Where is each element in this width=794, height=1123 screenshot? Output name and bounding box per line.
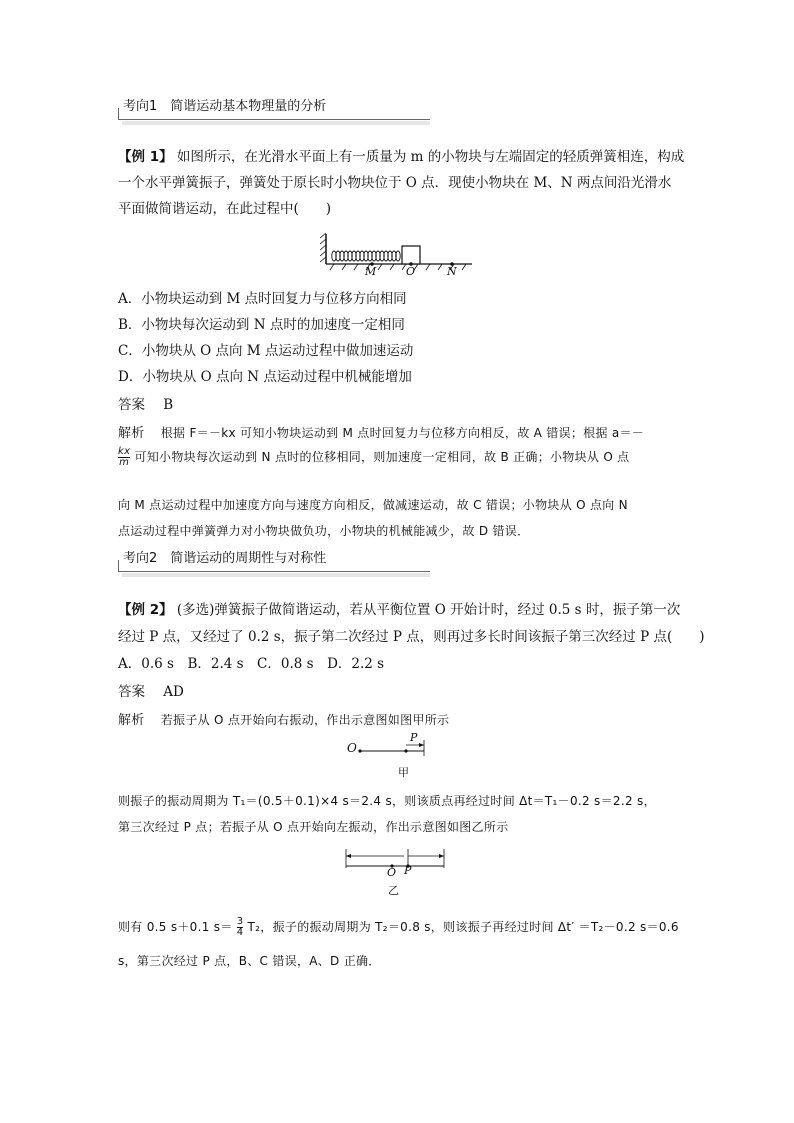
example1-label: 【例 1】: [118, 149, 173, 165]
point-m-label: M: [365, 265, 377, 278]
point-o-label: O: [387, 866, 397, 879]
point-o-label: O: [406, 265, 416, 278]
example2-stem-line2: 经过 P 点，又经过了 0.2 s，振子第二次经过 P 点，则再过多长时间该振子第三次经过 P 点( ): [118, 629, 705, 645]
heading-shade: [122, 573, 430, 577]
example1-analysis-line4: 点运动过程中弹簧弹力对小物块做负功，小物块的机械能减少，故 D 错误．: [118, 524, 530, 538]
example1-analysis-line1: [118, 422, 644, 445]
point-n-label: N: [447, 265, 457, 278]
analysis-text: 根据 F＝－kx 可知小物块运动到 M 点时回复力与位移方向相反，故 A 错误；根据 a＝－: [160, 426, 645, 440]
analysis-text: 若振子从 O 点开始向右振动，作出示意图如图甲所示: [160, 713, 450, 727]
section-heading-1: [118, 96, 430, 120]
section-title: 考向2 简谐运动的周期性与对称性: [123, 551, 327, 566]
example2-stem-line1: [118, 599, 680, 621]
figure-yi: [340, 846, 452, 896]
option-b: B．小物块每次运动到 N 点时的加速度一定相同: [118, 317, 405, 333]
section-heading-2: [118, 548, 430, 572]
heading-rule: [118, 119, 430, 120]
example2-analysis-line3: 第三次经过 P 点；若振子从 O 点开始向左振动，作出示意图如图乙所示: [118, 820, 509, 834]
example2-label: 【例 2】: [118, 602, 173, 618]
fraction-denominator: m: [119, 457, 130, 468]
analysis-label: 解析: [118, 426, 145, 441]
example2-analysis-line2: 则振子的振动周期为 T₁＝(0.5＋0.1)×4 s＝2.4 s，则该质点再经过时间 Δt＝T₁－0.2 s＝2.2 s，: [118, 794, 656, 808]
answer-value: B: [163, 397, 174, 413]
answer-value: AD: [163, 684, 184, 700]
example1-stem-line2: 一个水平弹簧振子，弹簧处于原长时小物块位于 O 点．现使小物块在 M、N 两点间沿光滑水: [118, 175, 672, 191]
example1-analysis-line2: [118, 446, 629, 468]
answer-label: 答案: [118, 684, 145, 700]
block: [402, 246, 420, 264]
fraction-kx-over-m: [118, 447, 130, 468]
analysis-text: T₂，振子的振动周期为 T₂＝0.8 s，则该振子再经过时间 Δt′ ＝T₂－0.2 s＝0.6: [247, 920, 679, 934]
fraction-numerator: kx: [118, 446, 131, 457]
example2-options: A．0.6 s B．2.4 s C．0.8 s D．2.2 s: [118, 656, 385, 672]
fraction-denominator: 4: [236, 927, 244, 938]
point-p-label: P: [404, 864, 412, 877]
example1-analysis-line3: 向 M 点运动过程中加速度方向与速度方向相反，做减速运动，故 C 错误；小物块从 O 点向 N: [118, 498, 628, 512]
figure-jia: [344, 731, 454, 782]
answer-label: 答案: [118, 397, 145, 413]
stem-text: 如图所示，在光滑水平面上有一质量为 m 的小物块与左端固定的轻质弹簧相连，构成: [176, 149, 685, 165]
fraction-three-quarters: [237, 917, 244, 938]
stem-text: (多选)弹簧振子做简谐运动，若从平衡位置 O 开始计时，经过 0.5 s 时，振子第一次: [176, 602, 681, 618]
example2-answer: [118, 681, 184, 703]
heading-rule: [118, 571, 430, 572]
example1-stem-line1: [118, 146, 684, 168]
fraction-numerator: 3: [236, 916, 244, 927]
example2-analysis-line5: s，第三次经过 P 点，B、C 错误，A、D 正确．: [118, 954, 381, 968]
option-d: D．小物块从 O 点向 N 点运动过程中机械能增加: [118, 369, 412, 385]
example2-analysis-line1: [118, 709, 449, 732]
heading-shade: [122, 121, 430, 125]
option-c: C．小物块从 O 点向 M 点运动过程中做加速运动: [118, 343, 414, 359]
section-title: 考向1 简谐运动基本物理量的分析: [123, 99, 327, 114]
example2-analysis-line4: [118, 916, 679, 938]
analysis-label: 解析: [118, 713, 145, 728]
option-a: A．小物块运动到 M 点时回复力与位移方向相同: [118, 291, 407, 307]
example1-answer: [118, 394, 173, 416]
spring-oscillator-figure: [320, 230, 480, 280]
analysis-text: 则有 0.5 s＋0.1 s＝: [118, 920, 233, 934]
analysis-text: 可知小物块每次运动到 N 点时的位移相同，则加速度一定相同，故 B 正确；小物块从 O 点: [134, 450, 630, 464]
point-o-label: O: [347, 741, 357, 755]
figure-caption: 乙: [388, 884, 399, 897]
figure-jia-diagram: [344, 736, 454, 766]
figure-caption: 甲: [398, 766, 409, 779]
example1-stem-line3: 平面做简谐运动，在此过程中( ): [118, 201, 332, 217]
point-p-label: P: [410, 731, 418, 744]
